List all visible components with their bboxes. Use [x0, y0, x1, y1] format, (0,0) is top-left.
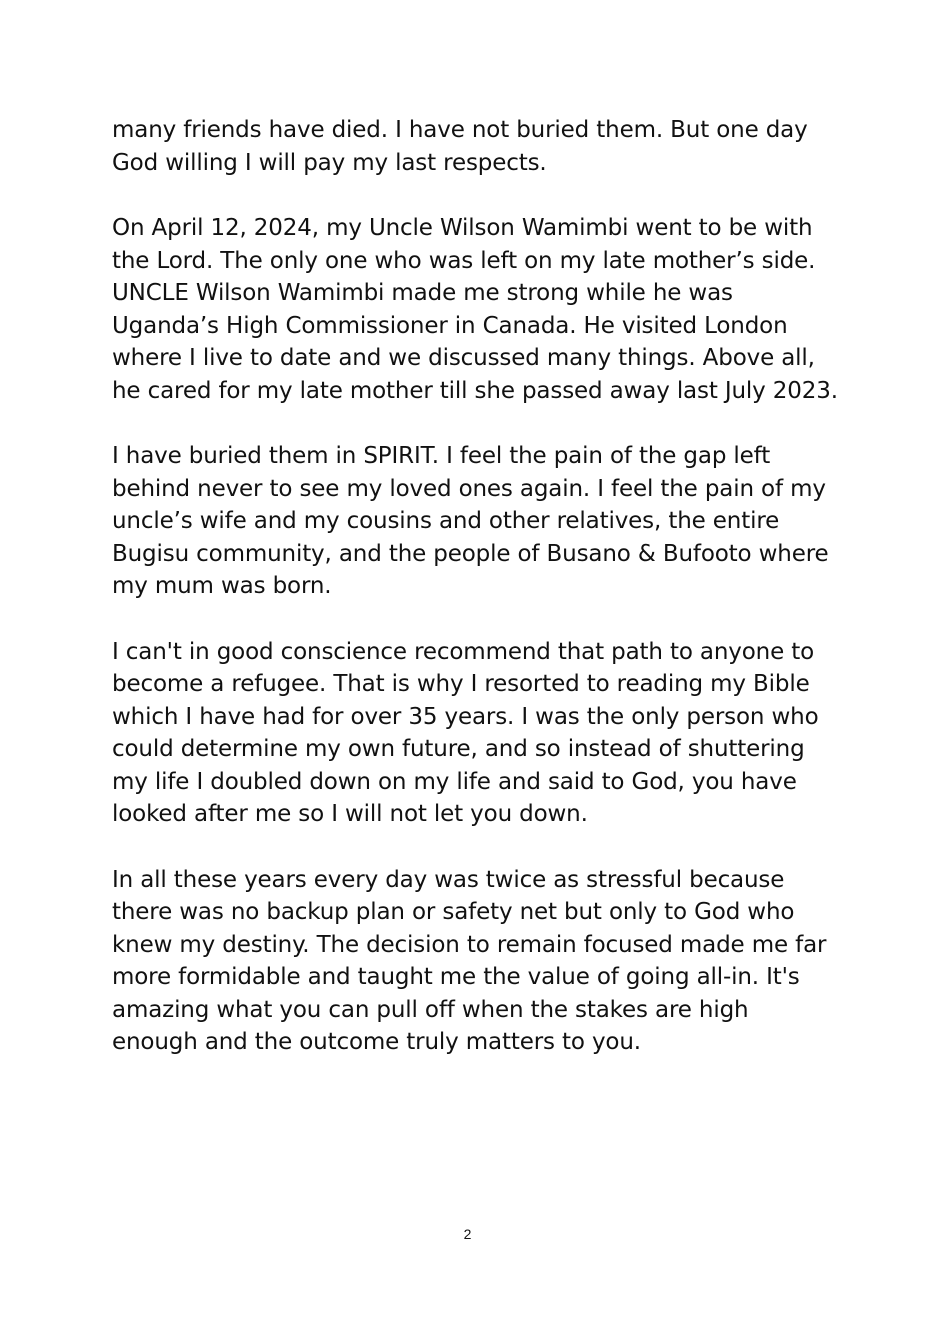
text-line: where I live to date and we discussed many things. Above all, — [112, 345, 815, 371]
text-line: In all these years every day was twice as stressful because — [112, 866, 785, 893]
text-line: On April 12, 2024, my Uncle Wilson Wamimbi went to be with — [112, 215, 813, 241]
text-line: amazing what you can pull off when the stakes are high — [112, 996, 749, 1023]
text-line: I can't in good conscience recommend that path to anyone to — [112, 638, 815, 665]
text-line: I have buried them in SPIRIT. I feel the pain of the gap left — [112, 443, 771, 469]
paragraph-2 — [112, 212, 842, 407]
text-line: Bugisu community, and the people of Busano & Bufooto where — [112, 540, 829, 567]
page-number: 2 — [463, 1226, 472, 1242]
text-line: enough and the outcome truly matters to you. — [112, 1029, 641, 1055]
text-line: my mum was born. — [112, 573, 332, 599]
text-line: more formidable and taught me the value of going all-in. It's — [112, 964, 800, 990]
paragraph-5 — [112, 864, 842, 1059]
text-line: UNCLE Wilson Wamimbi made me strong while he was — [112, 280, 733, 306]
text-line: God willing I will pay my last respects. — [112, 149, 547, 176]
paragraph-4 — [112, 636, 842, 831]
text-line: he cared for my late mother till she passed away last July 2023. — [112, 377, 838, 404]
paragraph-3 — [112, 440, 842, 603]
document-body — [112, 114, 842, 1092]
text-line: Uganda’s High Commissioner in Canada. He visited London — [112, 312, 788, 339]
text-line: knew my destiny. The decision to remain focused made me far — [112, 931, 827, 958]
text-line: behind never to see my loved ones again. I feel the pain of my — [112, 475, 826, 502]
text-line: become a refugee. That is why I resorted to reading my Bible — [112, 671, 810, 697]
text-line: uncle’s wife and my cousins and other relatives, the entire — [112, 508, 780, 534]
text-line: could determine my own future, and so instead of shuttering — [112, 736, 805, 762]
text-line: the Lord. The only one who was left on my late mother’s side. — [112, 247, 816, 274]
paragraph-1 — [112, 114, 842, 179]
text-line: many friends have died. I have not buried them. But one day — [112, 117, 808, 143]
text-line: looked after me so I will not let you down. — [112, 801, 588, 827]
text-line: my life I doubled down on my life and said to God, you have — [112, 768, 797, 795]
text-line: which I have had for over 35 years. I was the only person who — [112, 703, 819, 730]
text-line: there was no backup plan or safety net but only to God who — [112, 899, 795, 925]
